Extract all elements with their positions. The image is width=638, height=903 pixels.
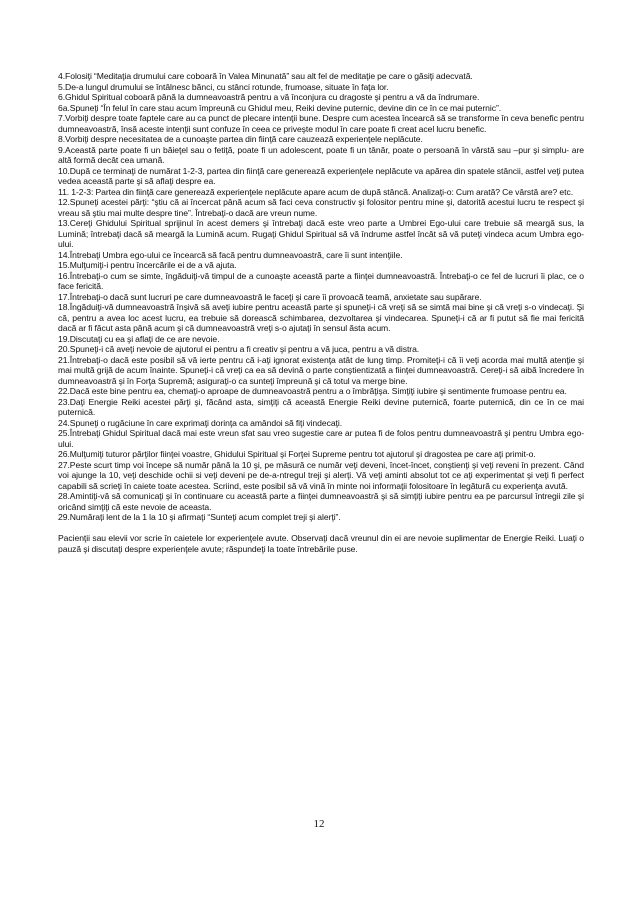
page-number: 12: [313, 818, 325, 830]
step-27: 27.Peste scurt timp voi începe să număr până la 10 şi, pe măsură ce număr veţi deveni, încet-încet, conştienţi şi veţi reveni în prezent. Când voi ajunge la 10, veţi deschide ochii si veţi deveni pe de-a-ntregul treji şi alerţi. Vă veţi aminti absolut tot ce aţi experimentat şi veţi fi perfect capabili să scrieţi în caiete toate acestea. Scriind, este posibil să vă vină în minte noi informaţii folositoare în legătură cu experienţa avută.: [58, 459, 584, 491]
step-16: 16.Întrebaţi-o cum se simte, îngăduiţi-vă timpul de a cunoaşte această parte a fiinţei dumneavoastră. Întrebaţi-o ce fel de lucruri îi plac, ce o face fericită.: [58, 270, 584, 291]
step-12: 12.Spuneţi acestei părţi: “ştiu că ai încercat până acum să faci ceva constructiv şi folositor pentru mine şi, datorită acestui lucru te respect şi vreau să ştiu mai multe despre tine”. Întrebaţi-o dacă are vreun nume.: [58, 197, 584, 218]
step-10: 10.După ce terminaţi de numărat 1-2-3, partea din fiinţă care generează experienţele neplăcute va apărea din spatele stâncii, astfel veţi putea vedea această parte şi să aflaţi despre ea.: [58, 165, 584, 186]
step-8: 8.Vorbiţi despre necesitatea de a cunoaşte partea din fiinţă care cauzează experienţele neplăcute.: [58, 134, 423, 144]
closing-paragraph: Pacienţii sau elevii vor scrie în caietele lor experienţele avute. Observaţi dacă vreunul din ei are nevoie suplimentar de Energie Reiki. Luaţi o pauză şi discutaţi despre experienţele avute; răspundeţi la toate întrebările puse.: [58, 533, 584, 554]
step-21: 21.Întrebaţi-o dacă este posibil să vă ierte pentru că i-aţi ignorat existenţa atât de lung timp. Promiteţi-i că îi veţi acorda mai multă atenţie şi mai multă grijă de acum înainte. Spuneţi-i că vreţi ca ea să devină o parte conştientizată a fiinţei dumneavoastră. Cereţi-i să aibă încredere în dumneavoastră şi în Forţa Supremă; asiguraţi-o ca sunteţi împreună şi că totul va merge bine.: [58, 354, 584, 386]
step-14: 14.Întrebaţi Umbra ego-ului ce încearcă să facă pentru dumneavoastră, care îi sunt intenţiile.: [58, 249, 403, 260]
step-4: 4.Folosiţi “Meditaţia drumului care coboară în Valea Minunată” sau alt fel de meditaţie pe care o găsiţi adecvată.: [58, 71, 473, 81]
step-7: 7.Vorbiţi despre toate faptele care au ca punct de plecare intenţii bune. Despre cum acestea încearcă să se transforme în ceva benefic pentru dumneavoastră, însă aceste intenţii sunt confuze în ceea ce priveşte modul în care poate fi creat acel lucru benefic.: [58, 113, 584, 134]
page-body: [58, 71, 584, 554]
step-23: 23.Daţi Energie Reiki acestei părţi şi, făcând asta, simţiţi că această Energie Reiki devine puternică, foarte puternică, din ce în ce mai puternică.: [58, 396, 584, 417]
step-26: 26.Mulţumiţi tuturor părţilor fiinţei voastre, Ghidului Spiritual şi Forţei Supreme pentru tot ajutorul şi dragostea pe care aţi primit-o.: [58, 449, 536, 459]
step-6: 6.Ghidul Spiritual coboară până la dumneavoastră pentru a vă înconjura cu dragoste şi pentru a vă da îndrumare.: [58, 92, 480, 102]
numbered-steps: [58, 71, 584, 523]
step-9: 9.Această parte poate fi un băieţel sau o fetiţă, poate fi un adolescent, poate fi un tânăr, poate o persoană în vârstă sau –pur şi simplu- are altă formă decât cea umană.: [58, 144, 584, 165]
step-15: 15.Mulţumiţi-i pentru încercările ei de a vă ajuta.: [58, 260, 237, 270]
step-5: 5.De-a lungul drumului se întâlnesc bănci, cu stânci rotunde, frumoase, situate în faţa lor.: [58, 81, 389, 92]
step-25: 25.Întrebaţi Ghidul Spiritual dacă mai este vreun sfat sau vreo sugestie care ar putea fi de folos pentru dumneavoastră şi pentru Umbra ego-ului.: [58, 428, 584, 449]
step-28: 28.Amintiţi-vă să comunicaţi şi în continuare cu această parte a fiinţei dumneavoastră şi să simţiţi iubire pentru ea pe parcursul întregii zile şi oricând simţiţi că este nevoie de aceasta.: [58, 491, 584, 512]
step-13: 13.Cereţi Ghidului Spiritual sprijinul în acest demers şi întrebaţi dacă este vreo parte a Umbrei Ego-ului care trebuie să meargă sus, la Lumină; întrebaţi dacă să meargă la Lumină acum. Rugaţi Ghidul Spiritual să vă îndrume astfel încât să vă puteţi vindeca acum Umbra ego-ului.: [58, 218, 584, 249]
step-19: 19.Discutaţi cu ea şi aflaţi de ce are nevoie.: [58, 333, 220, 344]
step-11: 11. 1-2-3: Partea din fiinţă care generează experienţele neplăcute apare acum de după stâncă. Analizaţi-o: Cum arată? Ce vârstă are? etc.: [58, 186, 574, 197]
step-20: 20.Spuneţi-i că aveţi nevoie de ajutorul ei pentru a fi creativ şi pentru a vă juca, pentru a vă distra.: [58, 344, 420, 354]
step-6a: 6a.Spuneţi “În felul în care stau acum împreună cu Ghidul meu, Reiki devine puternic, devine din ce în ce mai puternic”.: [58, 102, 502, 113]
step-24: 24.Spuneţi o rugăciune în care exprimaţi dorinţa ca amândoi să fiţi vindecaţi.: [58, 417, 343, 428]
step-18: 18.Îngăduiţi-vă dumneavoastră înşivă să aveţi iubire pentru această parte şi spuneţi-i că vreţi să se simtă mai bine şi că vreţi s-o vindecaţi. Şi că, pentru a avea loc acest lucru, ea trebuie să dorească schimbarea, dezvoltarea şi vindecarea. Spuneţi-i că ar fi putut să fie mai fericită dacă ar fi făcut asta până acum şi că dumneavoastră vreţi s-o ajutaţi în sensul ăsta acum.: [58, 302, 584, 333]
step-17: 17.Întrebaţi-o dacă sunt lucruri pe care dumneavoastră le faceţi şi care îi provoacă teamă, anxietate sau supărare.: [58, 291, 482, 302]
step-22: 22.Dacă este bine pentru ea, chemaţi-o aproape de dumneavoastră pentru a o îmbrăţişa. Simţiţi iubire şi sentimente frumoase pentru ea.: [58, 386, 567, 396]
step-29: 29.Numărați lent de la 1 la 10 şi afirmaţi “Sunteţi acum complet treji şi alerţi”.: [58, 512, 341, 522]
